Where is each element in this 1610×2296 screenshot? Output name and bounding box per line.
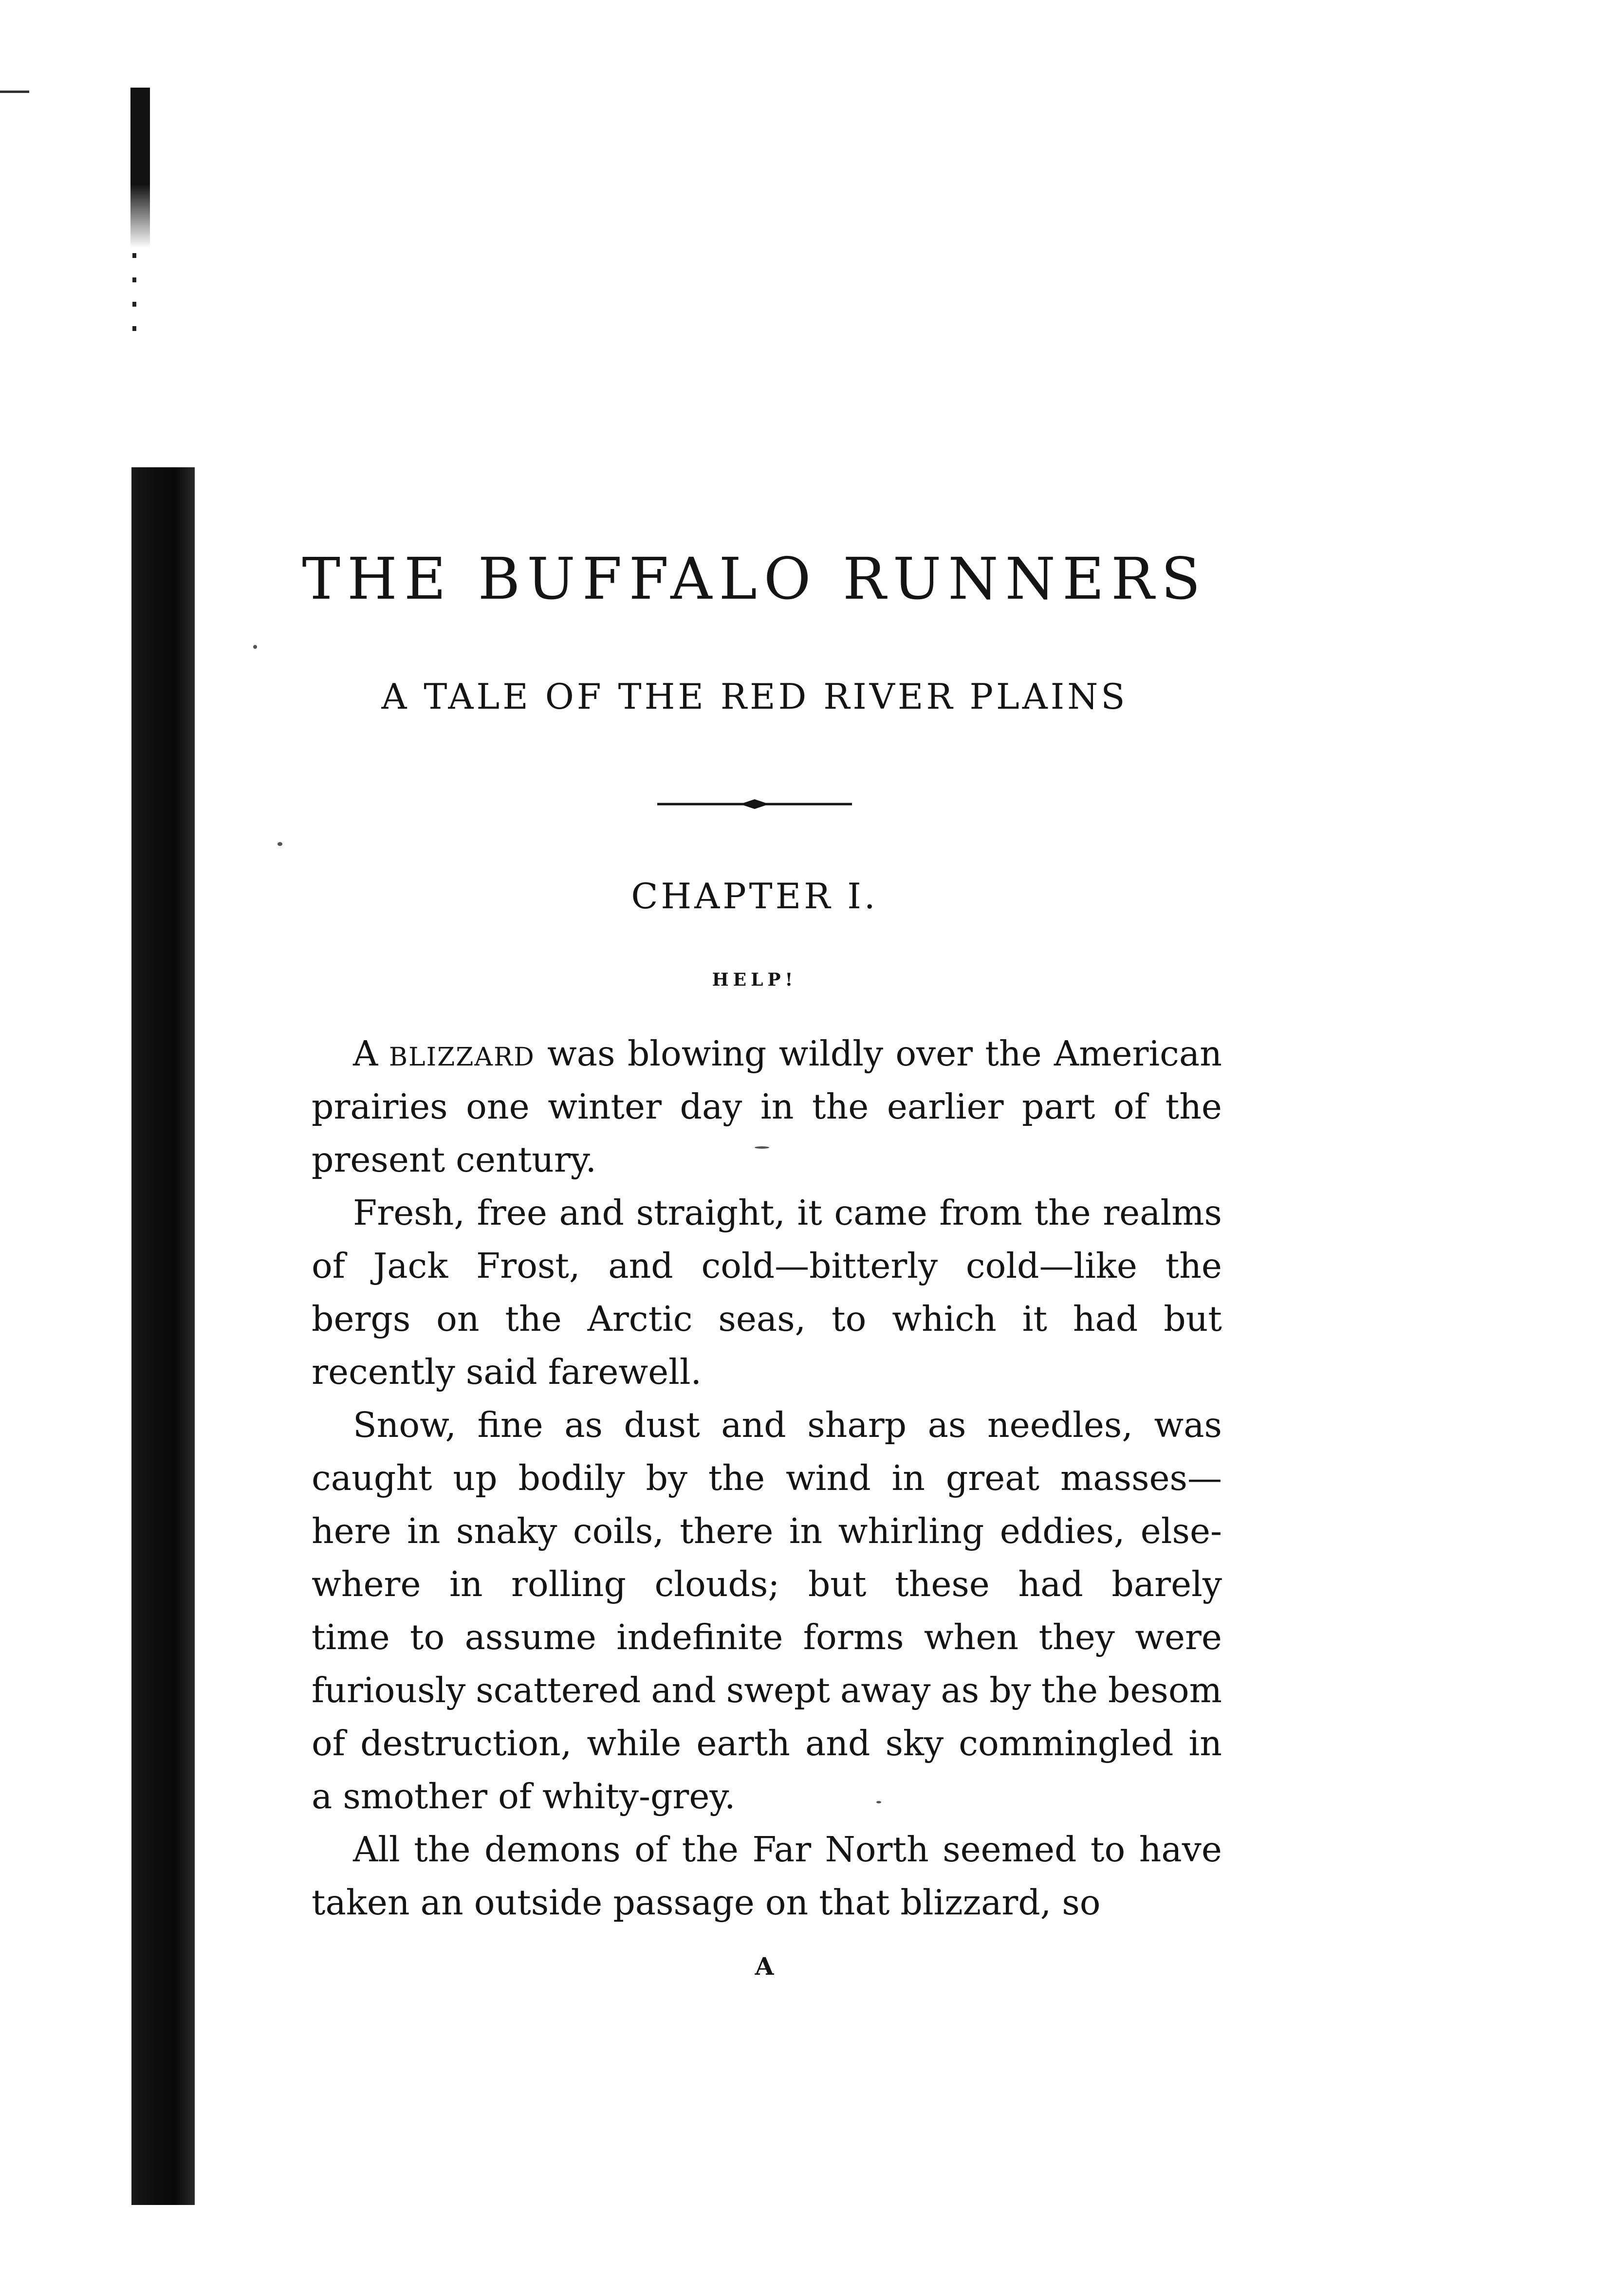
text-line: bergs on the Arctic seas, to which it had but bbox=[312, 1299, 1222, 1339]
paragraph bbox=[312, 1027, 1222, 1186]
text-line: recently said farewell. bbox=[312, 1352, 702, 1392]
text-line: furiously scattered and swept away as by the besom bbox=[312, 1670, 1222, 1710]
text-line: A BLIZZARD was blowing wildly over the American bbox=[312, 1027, 1222, 1080]
book-subtitle: A TALE OF THE RED RIVER PLAINS bbox=[381, 676, 1128, 717]
signature-mark: A bbox=[755, 1952, 774, 1981]
text-line: of destruction, while earth and sky commingled in bbox=[312, 1723, 1222, 1763]
text-line: of Jack Frost, and cold—bitterly cold—like the bbox=[312, 1246, 1222, 1286]
paragraph bbox=[312, 1823, 1222, 1929]
scan-speck bbox=[253, 645, 257, 649]
text-line: prairies one winter day in the earlier part of the bbox=[312, 1086, 1222, 1127]
binding-edge-top bbox=[130, 88, 150, 248]
text-line: here in snaky coils, there in whirling eddies, else- bbox=[312, 1511, 1222, 1551]
text-line: time to assume indefinite forms when they were bbox=[312, 1617, 1222, 1657]
text-line: Snow, fine as dust and sharp as needles, was bbox=[353, 1405, 1222, 1445]
chapter-heading: CHAPTER I. bbox=[631, 876, 878, 917]
binding-edge-dots bbox=[132, 253, 136, 331]
text-line: Fresh, free and straight, it came from the realms bbox=[353, 1193, 1222, 1233]
text-line: All the demons of the Far North seemed to have bbox=[353, 1829, 1222, 1870]
text-line: a smother of whity-grey. bbox=[312, 1776, 736, 1817]
text-line: where in rolling clouds; but these had barely bbox=[312, 1564, 1222, 1604]
binding-edge-shadow bbox=[131, 467, 195, 2205]
paragraph bbox=[312, 1398, 1222, 1823]
scan-edge-mark bbox=[0, 91, 29, 93]
chapter-body-text bbox=[312, 1027, 1222, 1929]
text-line: taken an outside passage on that blizzard, so bbox=[312, 1882, 1101, 1923]
text-line: caught up bodily by the wind in great masses— bbox=[312, 1458, 1222, 1498]
chapter-subtitle: HELP! bbox=[712, 970, 797, 990]
scan-speck bbox=[278, 842, 282, 846]
book-title: THE BUFFALO RUNNERS bbox=[302, 545, 1207, 612]
title-rule-ornament bbox=[657, 798, 852, 810]
text-line: present century. bbox=[312, 1139, 597, 1180]
paragraph bbox=[312, 1186, 1222, 1398]
paragraph-lead-words: A BLIZZARD bbox=[353, 1033, 535, 1074]
